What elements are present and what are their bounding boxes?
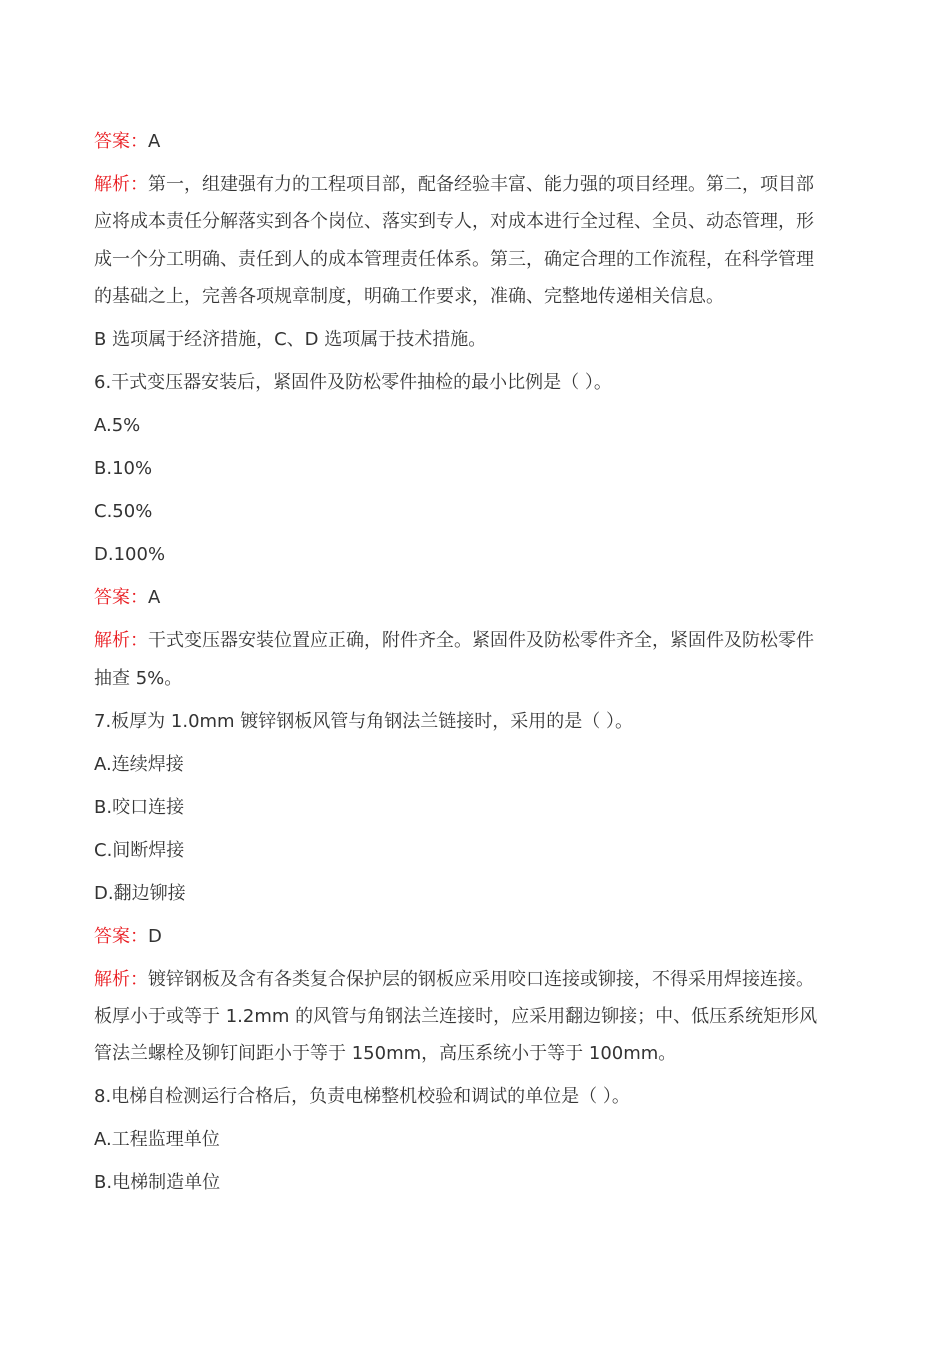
option-c: C.间断焊接 (94, 840, 185, 861)
analysis-line (94, 667, 874, 691)
option-a: A.5% (94, 415, 141, 436)
option-a: A.连续焊接 (94, 754, 184, 775)
question-7: 7.板厚为 1.0mm 镀锌钢板风管与角钢法兰链接时，采用的是（ ）。 (94, 711, 634, 732)
answer-label: 答案： (94, 131, 148, 152)
body-text: B 选项属于经济措施，C、D 选项属于技术措施。 (94, 329, 487, 350)
answer-value: A (148, 587, 161, 608)
answer-label: 答案： (94, 926, 148, 947)
analysis-line (94, 1005, 874, 1029)
question-8: 8.电梯自检测运行合格后，负责电梯整机校验和调试的单位是（ ）。 (94, 1086, 630, 1107)
analysis-label: 解析： (94, 969, 148, 990)
analysis-text: 镀锌钢板及含有各类复合保护层的钢板应采用咬口连接或铆接，不得采用焊接连接。 (148, 969, 814, 990)
answer-label: 答案： (94, 587, 148, 608)
option-b: B.10% (94, 458, 153, 479)
analysis-text: 应将成本责任分解落实到各个岗位、落实到专人，对成本进行全过程、全员、动态管理，形 (94, 211, 814, 232)
analysis-line (94, 248, 874, 272)
analysis-line (94, 1042, 874, 1066)
answer-line (94, 925, 874, 949)
analysis-text: 板厚小于或等于 1.2mm 的风管与角钢法兰连接时，应采用翻边铆接；中、低压系统矩形风 (94, 1006, 818, 1027)
option-c: C.50% (94, 501, 153, 522)
analysis-text: 第一，组建强有力的工程项目部，配备经验丰富、能力强的项目经理。第二，项目部 (148, 174, 814, 195)
answer-line (94, 586, 874, 610)
analysis-text: 干式变压器安装位置应正确，附件齐全。紧固件及防松零件齐全，紧固件及防松零件 (148, 630, 814, 651)
option-a: A.工程监理单位 (94, 1129, 220, 1150)
analysis-text: 管法兰螺栓及铆钉间距小于等于 150mm，高压系统小于等于 100mm。 (94, 1043, 677, 1064)
analysis-label: 解析： (94, 630, 148, 651)
analysis-text: 抽查 5%。 (94, 668, 183, 689)
analysis-label: 解析： (94, 174, 148, 195)
analysis-line (94, 173, 874, 197)
answer-line (94, 130, 874, 154)
answer-value: A (148, 131, 161, 152)
analysis-line (94, 968, 874, 992)
answer-value: D (148, 926, 162, 947)
analysis-line (94, 629, 874, 653)
option-d: D.100% (94, 544, 166, 565)
question-6: 6.干式变压器安装后，紧固件及防松零件抽检的最小比例是（ ）。 (94, 372, 612, 393)
option-b: B.咬口连接 (94, 797, 185, 818)
analysis-text: 的基础之上，完善各项规章制度，明确工作要求，准确、完整地传递相关信息。 (94, 286, 724, 307)
analysis-text: 成一个分工明确、责任到人的成本管理责任体系。第三，确定合理的工作流程，在科学管理 (94, 249, 814, 270)
analysis-line (94, 285, 874, 309)
option-d: D.翻边铆接 (94, 883, 186, 904)
option-b: B.电梯制造单位 (94, 1172, 221, 1193)
analysis-line (94, 210, 874, 234)
